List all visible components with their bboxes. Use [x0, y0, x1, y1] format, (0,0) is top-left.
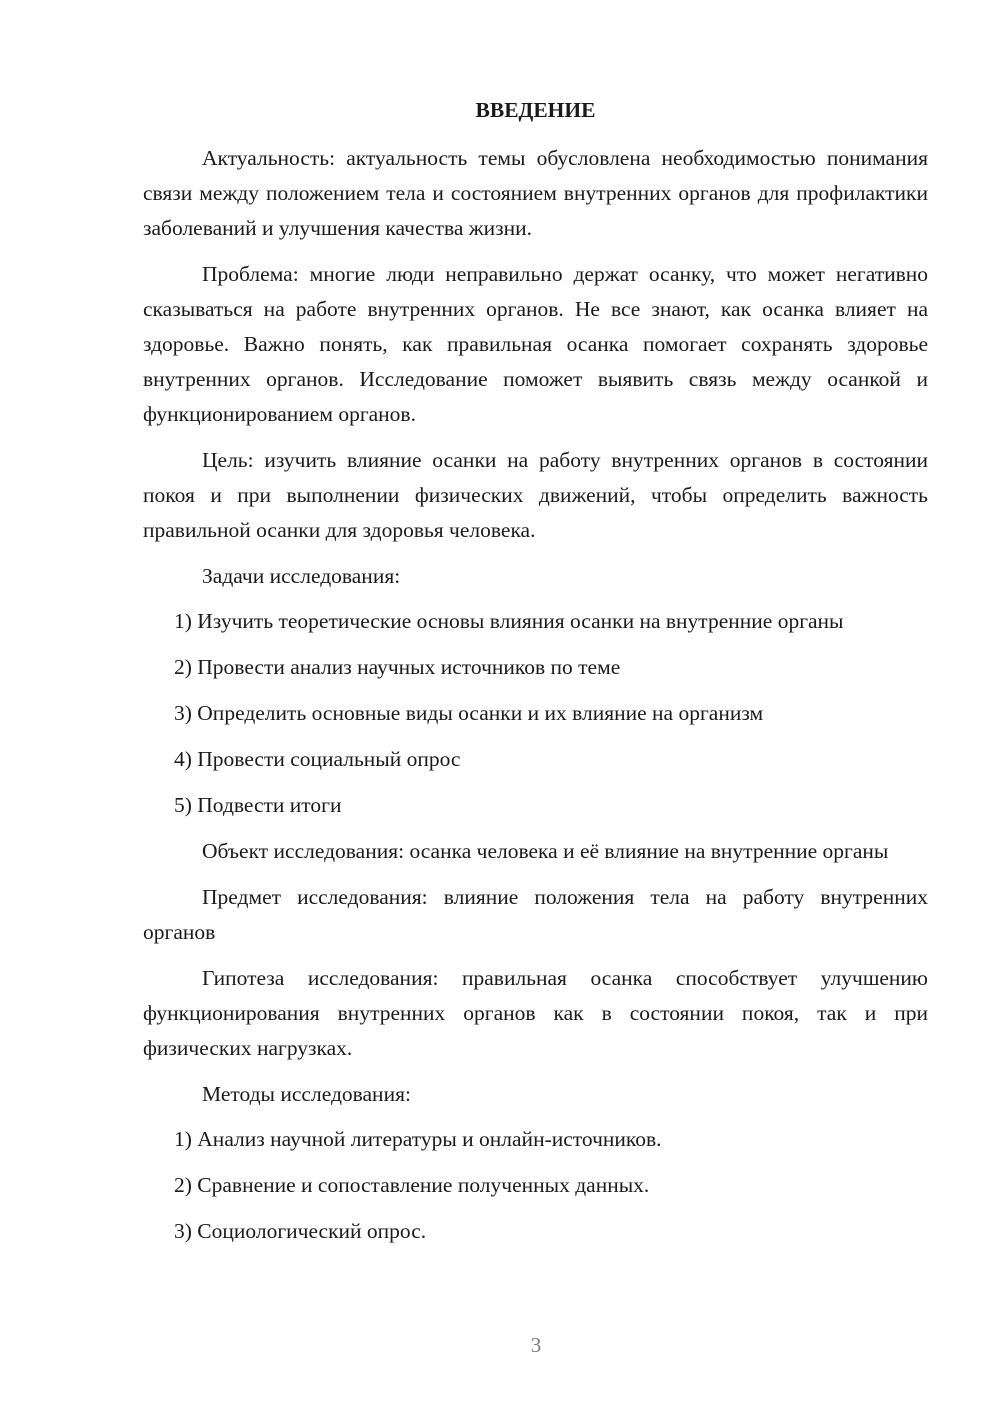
- method-item: 3) Социологический опрос.: [174, 1219, 427, 1243]
- methods-label: Методы исследования:: [202, 1082, 411, 1106]
- hypothesis-paragraph: Гипотеза исследования: правильная осанка способствует улучшению функционирования внутренних органов как в состоянии покоя, так и при физических нагрузках.: [143, 966, 928, 1060]
- document-page: [143, 95, 928, 1260]
- tasks-label: Задачи исследования:: [202, 564, 401, 588]
- goal-paragraph: Цель: изучить влияние осанки на работу внутренних органов в состоянии покоя и при выполнении физических движений, чтобы определить важность правильной осанки для здоровья человека.: [143, 448, 928, 542]
- task-item: 1) Изучить теоретические основы влияния осанки на внутренние органы: [174, 609, 844, 633]
- section-title: ВВЕДЕНИЕ: [475, 98, 596, 122]
- subject-paragraph: Предмет исследования: влияние положения тела на работу внутренних органов: [143, 885, 928, 944]
- task-item: 5) Подвести итоги: [174, 793, 342, 817]
- method-item: 2) Сравнение и сопоставление полученных данных.: [174, 1173, 650, 1197]
- relevance-paragraph: Актуальность: актуальность темы обусловлена необходимостью понимания связи между положением тела и состоянием внутренних органов для профилактики заболеваний и улучшения качества жизни.: [143, 146, 928, 240]
- task-item: 2) Провести анализ научных источников по теме: [174, 655, 621, 679]
- page-number: 3: [530, 1333, 542, 1357]
- method-item: 1) Анализ научной литературы и онлайн-источников.: [174, 1127, 662, 1151]
- task-item: 4) Провести социальный опрос: [174, 747, 461, 771]
- task-item: 3) Определить основные виды осанки и их влияние на организм: [174, 701, 764, 725]
- object-paragraph: Объект исследования: осанка человека и её влияние на внутренние органы: [202, 839, 889, 863]
- problem-paragraph: Проблема: многие люди неправильно держат осанку, что может негативно сказываться на работе внутренних органов. Не все знают, как осанка влияет на здоровье. Важно понять, как правильная осанка помогает сохранять здоровье внутренних органов. Исследование поможет выявить связь между осанкой и функционированием органов.: [143, 262, 928, 426]
